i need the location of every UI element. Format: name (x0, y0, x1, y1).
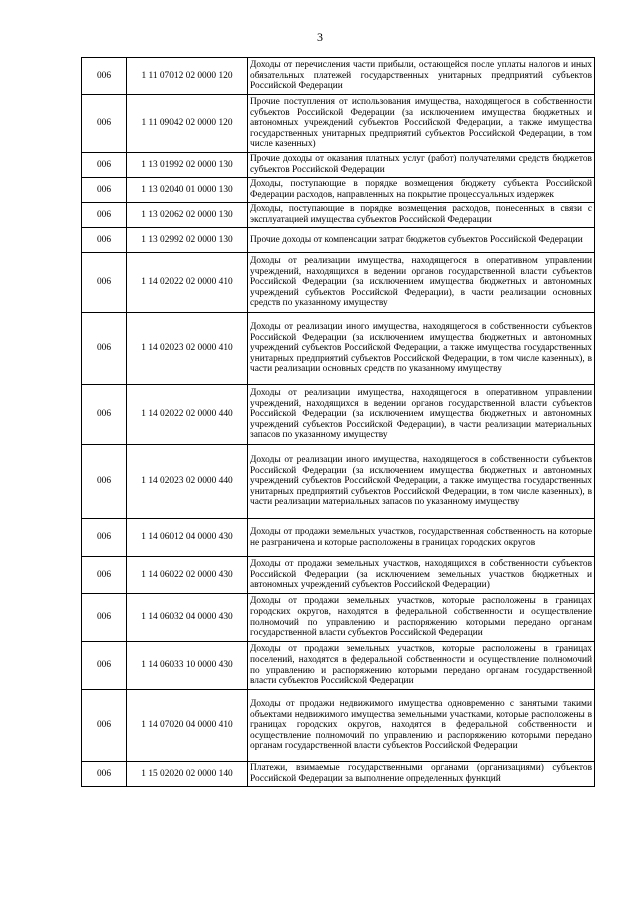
table-row (82, 519, 595, 557)
budget-classification-code-cell: 1 14 07020 04 0000 410 (127, 690, 248, 762)
budget-classification-code-cell: 1 11 09042 02 0000 120 (127, 95, 248, 153)
page-number: 3 (317, 30, 323, 44)
revenue-codes-table (81, 57, 595, 787)
table-row (82, 95, 595, 153)
admin-code-cell: 006 (82, 519, 127, 557)
table-row (82, 594, 595, 642)
revenue-description-cell: Доходы, поступающие в порядке возмещения расходов, понесенных в связи с эксплуатацией имущества субъектов Российской Федерации (248, 203, 595, 228)
budget-classification-code-cell: 1 14 06012 04 0000 430 (127, 519, 248, 557)
admin-code-cell: 006 (82, 690, 127, 762)
table-row (82, 58, 595, 95)
revenue-description-cell: Прочие доходы от компенсации затрат бюджетов субъектов Российской Федерации (248, 228, 595, 253)
table-row (82, 445, 595, 519)
table-row (82, 385, 595, 445)
admin-code-cell: 006 (82, 153, 127, 178)
table-row (82, 178, 595, 203)
table-row (82, 153, 595, 178)
budget-classification-code-cell: 1 14 02023 02 0000 440 (127, 445, 248, 519)
budget-classification-code-cell: 1 14 06033 10 0000 430 (127, 642, 248, 690)
revenue-description-cell: Доходы от продажи земельных участков, находящихся в собственности субъектов Российской Федерации (за исключением земельных участков бюджетных и автономных учреждений субъектов Российской Федерации) (248, 557, 595, 594)
budget-classification-code-cell: 1 14 02022 02 0000 410 (127, 253, 248, 313)
admin-code-cell: 006 (82, 253, 127, 313)
table-row (82, 203, 595, 228)
admin-code-cell: 006 (82, 642, 127, 690)
revenue-description-cell: Доходы от продажи земельных участков, которые расположены в границах городских округов, находятся в федеральной собственности и осуществление полномочий по управлению и распоряжению которыми передано органам государственной власти субъектов Российской Федерации (248, 594, 595, 642)
revenue-description-cell: Доходы от продажи земельных участков, которые расположены в границах поселений, находятся в федеральной собственности и осуществление полномочий по управлению и распоряжению которыми передано органам государственной власти субъектов Российской Федерации (248, 642, 595, 690)
admin-code-cell: 006 (82, 557, 127, 594)
table-row (82, 642, 595, 690)
admin-code-cell: 006 (82, 762, 127, 787)
revenue-description-cell: Прочие поступления от использования имущества, находящегося в собственности субъектов Российской Федерации (за исключением имущества бюджетных и автономных учреждений субъектов Российской Федерации, а также имущества государственных унитарных предприятий субъектов Российской Федерации, в том числе казенных) (248, 95, 595, 153)
budget-classification-code-cell: 1 14 06022 02 0000 430 (127, 557, 248, 594)
admin-code-cell: 006 (82, 594, 127, 642)
revenue-description-cell: Доходы от реализации иного имущества, находящегося в собственности субъектов Российской Федерации (за исключением имущества бюджетных и автономных учреждений субъектов Российской Федерации, а также имущества государственных унитарных предприятий субъектов Российской Федерации, в том числе казенных), в части реализации материальных запасов по указанному имуществу (248, 445, 595, 519)
table-row (82, 762, 595, 787)
admin-code-cell: 006 (82, 445, 127, 519)
admin-code-cell: 006 (82, 203, 127, 228)
budget-classification-code-cell: 1 14 02022 02 0000 440 (127, 385, 248, 445)
revenue-description-cell: Доходы от продажи земельных участков, государственная собственность на которые не разграничена и которые расположены в границах городских округов (248, 519, 595, 557)
table-row (82, 228, 595, 253)
revenue-description-cell: Доходы от продажи недвижимого имущества одновременно с занятыми такими объектами недвижимого имущества земельными участками, которые расположены в границах городских округов, находятся в федеральной собственности и осуществление полномочий по управлению и распоряжению которыми передано органам государственной власти субъектов Российской Федерации (248, 690, 595, 762)
revenue-description-cell: Платежи, взимаемые государственными органами (организациями) субъектов Российской Федерации за выполнение определенных функций (248, 762, 595, 787)
budget-classification-code-cell: 1 13 02040 01 0000 130 (127, 178, 248, 203)
table-row (82, 253, 595, 313)
admin-code-cell: 006 (82, 313, 127, 385)
admin-code-cell: 006 (82, 178, 127, 203)
admin-code-cell: 006 (82, 228, 127, 253)
budget-classification-code-cell: 1 14 02023 02 0000 410 (127, 313, 248, 385)
revenue-description-cell: Доходы от перечисления части прибыли, остающейся после уплаты налогов и иных обязательных платежей государственных унитарных предприятий субъектов Российской Федерации (248, 58, 595, 95)
table-row (82, 313, 595, 385)
admin-code-cell: 006 (82, 58, 127, 95)
budget-classification-code-cell: 1 15 02020 02 0000 140 (127, 762, 248, 787)
revenue-description-cell: Прочие доходы от оказания платных услуг (работ) получателями средств бюджетов субъектов Российской Федерации (248, 153, 595, 178)
budget-classification-code-cell: 1 13 02062 02 0000 130 (127, 203, 248, 228)
budget-classification-code-cell: 1 11 07012 02 0000 120 (127, 58, 248, 95)
revenue-description-cell: Доходы, поступающие в порядке возмещения бюджету субъекта Российской Федерации расходов, направленных на покрытие процессуальных издержек (248, 178, 595, 203)
budget-classification-code-cell: 1 13 02992 02 0000 130 (127, 228, 248, 253)
table-body (82, 58, 595, 787)
admin-code-cell: 006 (82, 95, 127, 153)
table-row (82, 690, 595, 762)
budget-classification-code-cell: 1 14 06032 04 0000 430 (127, 594, 248, 642)
revenue-description-cell: Доходы от реализации иного имущества, находящегося в собственности субъектов Российской Федерации (за исключением имущества бюджетных и автономных учреждений субъектов Российской Федерации, а также имущества государственных унитарных предприятий субъектов Российской Федерации, в том числе казенных), в части реализации основных средств по указанному имуществу (248, 313, 595, 385)
admin-code-cell: 006 (82, 385, 127, 445)
revenue-description-cell: Доходы от реализации имущества, находящегося в оперативном управлении учреждений, находящихся в ведении органов государственной власти субъектов Российской Федерации (за исключением имущества бюджетных и автономных учреждений субъектов Российской Федерации), в части реализации основных средств по указанному имуществу (248, 253, 595, 313)
table-row (82, 557, 595, 594)
budget-classification-code-cell: 1 13 01992 02 0000 130 (127, 153, 248, 178)
revenue-description-cell: Доходы от реализации имущества, находящегося в оперативном управлении учреждений, находящихся в ведении органов государственной власти субъектов Российской Федерации (за исключением имущества бюджетных и автономных учреждений субъектов Российской Федерации), в части реализации материальных запасов по указанному имуществу (248, 385, 595, 445)
